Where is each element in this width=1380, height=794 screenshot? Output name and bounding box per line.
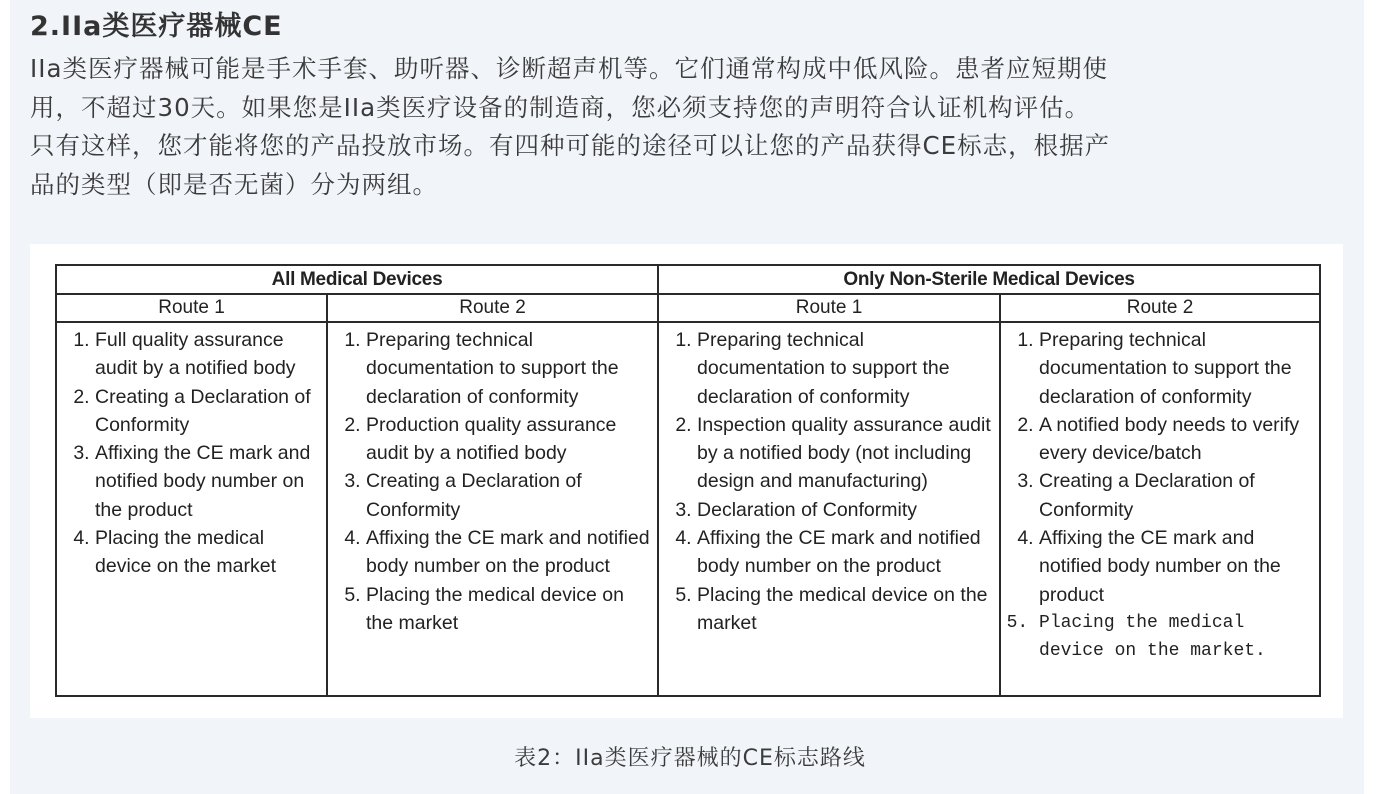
route-header: Route 1 — [658, 294, 1000, 322]
route-step: 1. Preparing technical documentation to support the declaration of conformity — [697, 326, 993, 411]
route-step: 1. Full quality assurance audit by a notified body — [95, 326, 320, 383]
section-heading: 2.IIa类医疗器械CE — [30, 11, 283, 42]
route-step: 3. Creating a Declaration of Conformity — [366, 467, 651, 524]
table-figure — [30, 244, 1343, 718]
ce-routes-table — [55, 264, 1321, 697]
route-step: 2. A notified body needs to verify every device/batch — [1039, 411, 1313, 468]
route-header: Route 2 — [1000, 294, 1320, 322]
route-step: 4. Affixing the CE mark and notified body number on the product — [366, 524, 651, 581]
paragraph-line: 只有这样，您才能将您的产品投放市场。有四种可能的途径可以让您的产品获得CE标志，根据产 — [30, 131, 1111, 161]
table-caption: 表2：IIa类医疗器械的CE标志路线 — [514, 746, 866, 771]
route-steps-list — [667, 326, 993, 637]
route-step: 1. Preparing technical documentation to support the declaration of conformity — [1039, 326, 1313, 411]
route-step: 2. Production quality assurance audit by a notified body — [366, 411, 651, 468]
route-steps-cell — [658, 322, 1000, 696]
paragraph-line: IIa类医疗器械可能是手术手套、助听器、诊断超声机等。它们通常构成中低风险。患者应短期使 — [30, 54, 1108, 83]
route-step: 4. Affixing the CE mark and notified body number on the product — [1039, 524, 1313, 609]
route-step: 2. Creating a Declaration of Conformity — [95, 383, 320, 440]
route-step: 3. Affixing the CE mark and notified body number on the product — [95, 439, 320, 524]
route-step: 5. Placing the medical device on the market — [366, 581, 651, 638]
paragraph-line: 用，不超过30天。如果您是IIa类医疗设备的制造商，您必须支持您的声明符合认证机构评估。 — [30, 92, 1091, 122]
group-header-all-devices: All Medical Devices — [56, 265, 658, 294]
route-step: 4. Affixing the CE mark and notified body number on the product — [697, 524, 993, 581]
route-steps-cell — [1000, 322, 1320, 696]
route-steps-list — [1009, 326, 1313, 666]
route-steps-list — [65, 326, 320, 581]
route-step: 4. Placing the medical device on the market — [95, 524, 320, 581]
route-step: 3. Creating a Declaration of Conformity — [1039, 467, 1313, 524]
route-step: 2. Inspection quality assurance audit by a notified body (not including design and manufacturing) — [697, 411, 993, 496]
group-header-non-sterile: Only Non-Sterile Medical Devices — [658, 265, 1320, 294]
route-step: 1. Preparing technical documentation to support the declaration of conformity — [366, 326, 651, 411]
route-steps-list — [336, 326, 651, 637]
route-step: 5. Placing the medical device on the market. — [1039, 609, 1313, 666]
intro-paragraph — [30, 50, 1346, 204]
paragraph-line: 品的类型（即是否无菌）分为两组。 — [30, 169, 438, 199]
route-header: Route 2 — [327, 294, 658, 322]
route-step: 3. Declaration of Conformity — [697, 496, 993, 524]
route-steps-cell — [56, 322, 327, 696]
route-step: 5. Placing the medical device on the market — [697, 581, 993, 638]
route-header: Route 1 — [56, 294, 327, 322]
route-steps-cell — [327, 322, 658, 696]
